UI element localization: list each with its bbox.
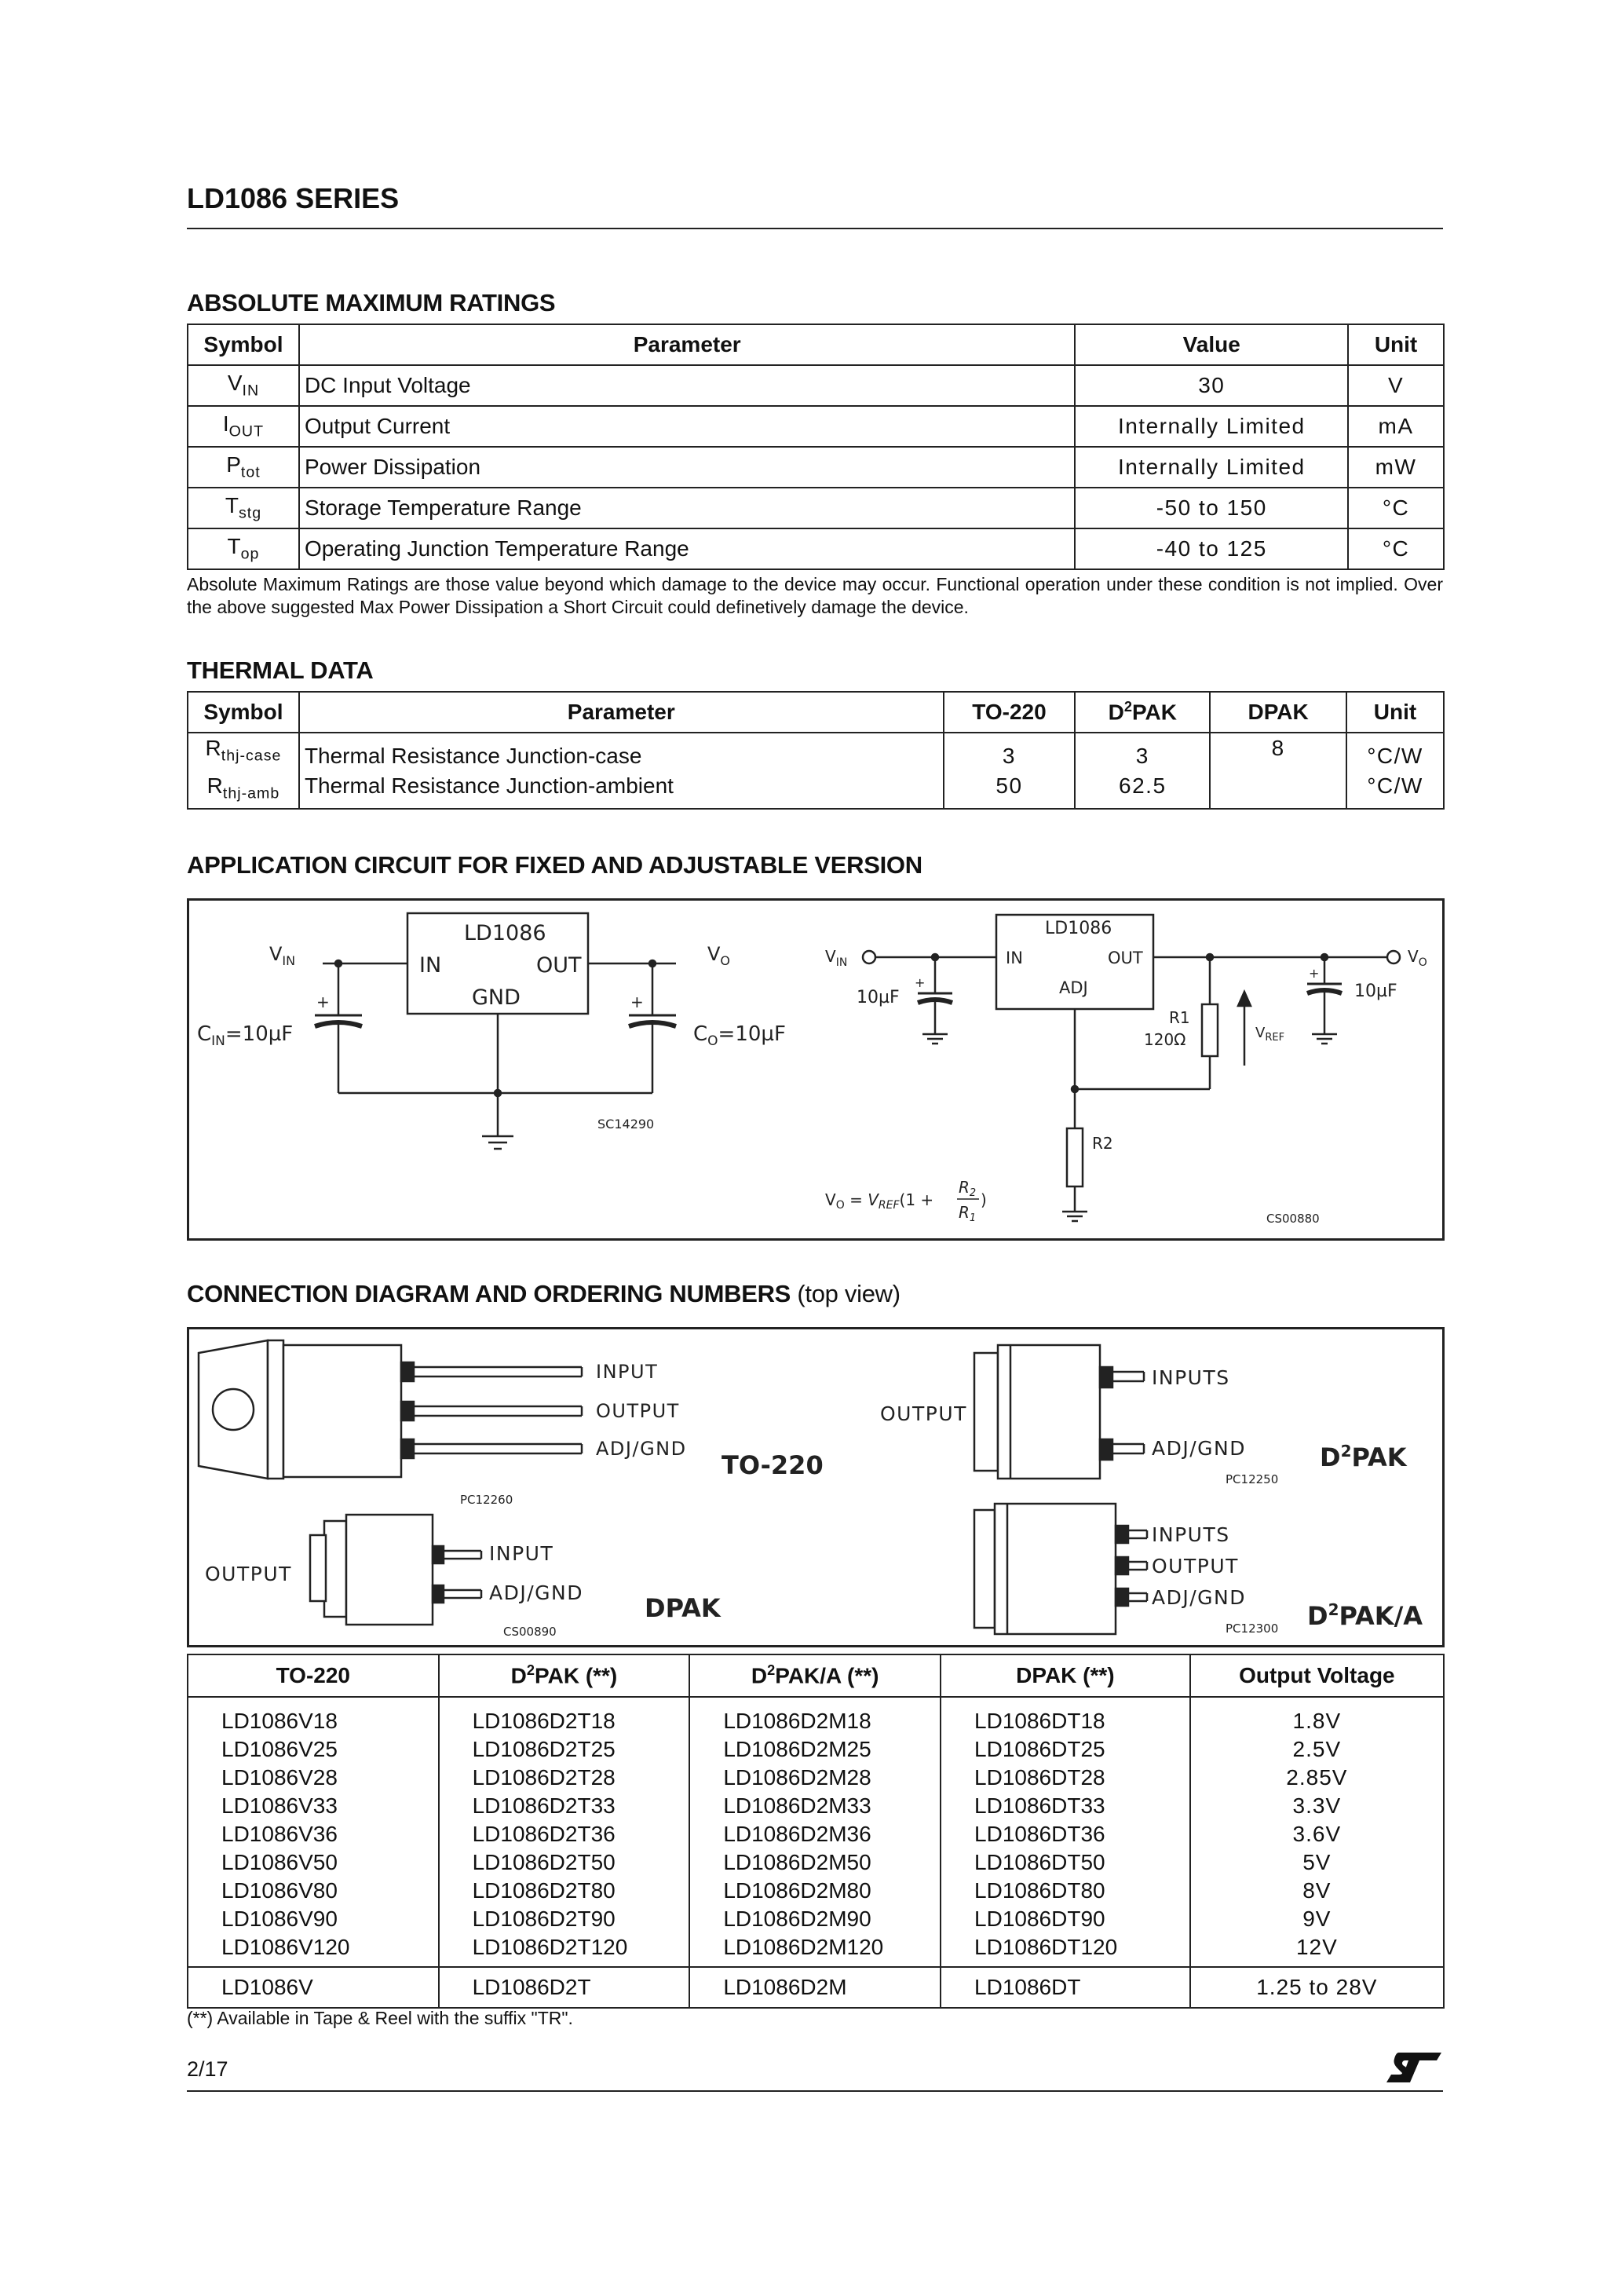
table-cell: 3.3V <box>1190 1792 1444 1820</box>
formula-text: $V_O = V_{REF}(1$ + <box>825 1190 934 1212</box>
symbol-cell: $P_{tot}$ <box>188 447 299 488</box>
table-cell: LD1086D2T25 <box>439 1735 690 1764</box>
value-cell: -50 to 150 <box>1075 488 1348 528</box>
table-cell: LD1086DT28 <box>941 1764 1190 1792</box>
table-cell: LD1086V80 <box>188 1877 439 1905</box>
d2pak-label: $D^2PAK$ <box>1320 1442 1407 1472</box>
document-title: LD1086 SERIES <box>187 182 400 214</box>
vo-label: $V_O$ <box>1408 947 1427 969</box>
vo-label: $V_O$ <box>707 943 731 968</box>
parameter-cell: Output Current <box>299 406 1076 447</box>
ic-pin-adj: ADJ <box>1059 978 1088 997</box>
value-cell: -40 to 125 <box>1075 528 1348 569</box>
header-rule <box>187 228 1443 229</box>
col-d2paka: $D^2PAK/A$ (**) <box>689 1654 941 1697</box>
table-cell: 1.8V <box>1190 1697 1444 1735</box>
col-to220: TO-220 <box>188 1654 439 1697</box>
figure-code: SC14290 <box>597 1117 655 1132</box>
arrow-up-icon <box>1238 992 1251 1006</box>
col-dpak: DPAK (**) <box>941 1654 1190 1697</box>
d2pak-cell: 3 62.5 <box>1075 733 1210 809</box>
table-cell: 8V <box>1190 1877 1444 1905</box>
pin-label: INPUT <box>489 1542 554 1565</box>
symbol-cell: $T_{op}$ <box>188 528 299 569</box>
figure-code: PC12250 <box>1226 1472 1279 1486</box>
col-d2pak: $D^2PAK$ <box>1075 692 1210 733</box>
dpak-package <box>310 1515 481 1625</box>
table-cell: LD1086DT50 <box>941 1848 1190 1877</box>
figure-code: CS00890 <box>503 1625 557 1639</box>
d2paka-label: $D^2PAK/A$ <box>1307 1600 1423 1631</box>
dpak-cell: 8 <box>1210 733 1346 809</box>
abs-max-table <box>187 324 1445 570</box>
table-cell: LD1086D2M36 <box>689 1820 941 1848</box>
col-symbol: Symbol <box>188 692 299 733</box>
table-cell: LD1086V <box>188 1967 439 2008</box>
resistor-r2 <box>1067 1128 1083 1186</box>
st-logo <box>1385 2049 1443 2084</box>
table-cell: LD1086V25 <box>188 1735 439 1764</box>
value-cell: Internally Limited <box>1075 406 1348 447</box>
vin-label: $V_{IN}$ <box>825 947 848 969</box>
connection-panel <box>187 1327 1445 1647</box>
symbol-cell: $I_{OUT}$ <box>188 406 299 447</box>
col-value: Value <box>1075 324 1348 365</box>
plus-sign: + <box>1309 966 1320 981</box>
ic-label: LD1086 <box>464 921 546 945</box>
table-row <box>188 1905 1444 1933</box>
table-cell: LD1086V50 <box>188 1848 439 1877</box>
table-header-row <box>188 692 1444 733</box>
pin-label: INPUTS <box>1152 1523 1230 1546</box>
table-cell: 1.25 to 28V <box>1190 1967 1444 2008</box>
pin-label: ADJ/GND <box>1152 1586 1246 1609</box>
col-output-voltage: Output Voltage <box>1190 1654 1444 1697</box>
symbol-cell: $R_{thj-case}$ $R_{thj-amb}$ <box>188 733 299 809</box>
table-row <box>188 1792 1444 1820</box>
table-cell: 2.5V <box>1190 1735 1444 1764</box>
value-cell: Internally Limited <box>1075 447 1348 488</box>
r2-label: R2 <box>1092 1134 1113 1153</box>
table-cell: LD1086DT <box>941 1967 1190 2008</box>
table-cell: LD1086V18 <box>188 1697 439 1735</box>
table-cell: LD1086D2M28 <box>689 1764 941 1792</box>
unit-cell: °C <box>1348 488 1444 528</box>
table-cell: LD1086DT18 <box>941 1697 1190 1735</box>
table-cell: LD1086D2T36 <box>439 1820 690 1848</box>
value-cell: 30 <box>1075 365 1348 406</box>
app-circuit-title: APPLICATION CIRCUIT FOR FIXED AND ADJUSTABLE VERSION <box>187 851 922 879</box>
ordering-table <box>187 1654 1445 2009</box>
table-cell: 5V <box>1190 1848 1444 1877</box>
table-cell: LD1086D2T90 <box>439 1905 690 1933</box>
d2paka-package <box>974 1504 1147 1634</box>
table-row-generic <box>188 1967 1444 2008</box>
table-row <box>188 1697 1444 1735</box>
table-cell: LD1086V28 <box>188 1764 439 1792</box>
table-cell: LD1086D2T18 <box>439 1697 690 1735</box>
col-parameter: Parameter <box>299 692 944 733</box>
table-row <box>188 528 1444 569</box>
pin-label: INPUT <box>596 1361 659 1383</box>
table-cell: LD1086D2T33 <box>439 1792 690 1820</box>
formula-numerator: $R_2$ <box>959 1178 977 1199</box>
figure-code: PC12300 <box>1226 1621 1279 1636</box>
col-unit: Unit <box>1346 692 1444 733</box>
col-to220: TO-220 <box>944 692 1076 733</box>
co-label: $C_O=10\mu F$ <box>693 1022 786 1049</box>
d2pak-package <box>974 1345 1144 1479</box>
thermal-table <box>187 691 1445 810</box>
table-cell: LD1086D2T80 <box>439 1877 690 1905</box>
table-cell: LD1086V36 <box>188 1820 439 1848</box>
table-cell: 3.6V <box>1190 1820 1444 1848</box>
cin-label: $C_{IN}=10\mu F$ <box>197 1022 294 1049</box>
circuit-diagram <box>189 901 1442 1238</box>
table-cell: 2.85V <box>1190 1764 1444 1792</box>
col-d2pak: $D^2PAK$ (**) <box>439 1654 690 1697</box>
table-cell: LD1086DT80 <box>941 1877 1190 1905</box>
table-cell: LD1086D2M33 <box>689 1792 941 1820</box>
pin-label: INPUTS <box>1152 1366 1230 1389</box>
terminal-icon <box>1387 951 1400 963</box>
table-header-row <box>188 1654 1444 1697</box>
table-row <box>188 1877 1444 1905</box>
ic-label: LD1086 <box>1045 919 1112 938</box>
table-cell: LD1086D2T28 <box>439 1764 690 1792</box>
package-diagrams <box>189 1329 1442 1645</box>
table-cell: LD1086V120 <box>188 1933 439 1967</box>
table-row <box>188 1764 1444 1792</box>
table-cell: 12V <box>1190 1933 1444 1967</box>
cap-value: 10µF <box>857 988 900 1007</box>
footer-rule <box>187 2090 1443 2092</box>
junction-dot <box>1072 1086 1078 1092</box>
col-unit: Unit <box>1348 324 1444 365</box>
ic-pin-in: IN <box>419 953 442 978</box>
table-row <box>188 447 1444 488</box>
page-number: 2/17 <box>187 2057 228 2081</box>
abs-max-title: ABSOLUTE MAXIMUM RATINGS <box>187 289 556 316</box>
table-cell: LD1086D2M50 <box>689 1848 941 1877</box>
vout-formula <box>825 1178 987 1224</box>
st-logo-text: ST <box>1414 2073 1416 2074</box>
resistor-r1 <box>1202 1004 1218 1056</box>
ordering-note: (**) Available in Tape & Reel with the suffix "TR". <box>187 2008 573 2028</box>
r1-label: R1 <box>1169 1008 1190 1027</box>
parameter-cell: Thermal Resistance Junction-case Thermal Resistance Junction-ambient <box>299 733 944 809</box>
table-cell: LD1086DT90 <box>941 1905 1190 1933</box>
table-row <box>188 733 1444 809</box>
symbol-cell: $V_{IN}$ <box>188 365 299 406</box>
table-row <box>188 488 1444 528</box>
pin-label: ADJ/GND <box>489 1581 583 1604</box>
unit-cell: °C/W °C/W <box>1346 733 1444 809</box>
table-row <box>188 1820 1444 1848</box>
st-logo-mark <box>1386 2053 1441 2082</box>
table-row <box>188 365 1444 406</box>
symbol-cell: $T_{stg}$ <box>188 488 299 528</box>
table-cell: LD1086DT120 <box>941 1933 1190 1967</box>
pin-label: ADJ/GND <box>596 1438 687 1460</box>
table-row <box>188 406 1444 447</box>
table-cell: LD1086D2M <box>689 1967 941 2008</box>
table-cell: LD1086D2T120 <box>439 1933 690 1967</box>
pin-label: ADJ/GND <box>1152 1437 1246 1460</box>
table-cell: LD1086D2T50 <box>439 1848 690 1877</box>
table-row <box>188 1735 1444 1764</box>
to220-package <box>199 1340 582 1479</box>
table-cell: LD1086DT36 <box>941 1820 1190 1848</box>
table-cell: LD1086D2M120 <box>689 1933 941 1967</box>
parameter-cell: DC Input Voltage <box>299 365 1076 406</box>
table-row <box>188 1933 1444 1967</box>
parameter-cell: Operating Junction Temperature Range <box>299 528 1076 569</box>
plus-sign: + <box>316 993 330 1011</box>
vref-label: $V_{REF}$ <box>1255 1025 1285 1044</box>
parameter-cell: Power Dissipation <box>299 447 1076 488</box>
to220-label: TO-220 <box>721 1450 824 1480</box>
connection-title: CONNECTION DIAGRAM AND ORDERING NUMBERS (top view) <box>187 1280 901 1307</box>
formula-denominator: $R_1$ <box>959 1203 977 1224</box>
vin-label: $V_{IN}$ <box>269 943 296 968</box>
unit-cell: °C <box>1348 528 1444 569</box>
table-row <box>188 1848 1444 1877</box>
table-cell: LD1086V90 <box>188 1905 439 1933</box>
terminal-icon <box>863 951 875 963</box>
tab-label: OUTPUT <box>205 1563 292 1585</box>
unit-cell: mA <box>1348 406 1444 447</box>
thermal-title: THERMAL DATA <box>187 656 374 684</box>
table-cell: LD1086DT33 <box>941 1792 1190 1820</box>
pin-label: OUTPUT <box>1152 1555 1239 1578</box>
table-cell: LD1086D2M18 <box>689 1697 941 1735</box>
pin-label: OUTPUT <box>596 1400 680 1422</box>
table-cell: LD1086D2M90 <box>689 1905 941 1933</box>
table-cell: LD1086V33 <box>188 1792 439 1820</box>
parameter-cell: Storage Temperature Range <box>299 488 1076 528</box>
ic-pin-out: OUT <box>1108 949 1143 967</box>
table-cell: 9V <box>1190 1905 1444 1933</box>
unit-cell: mW <box>1348 447 1444 488</box>
plus-sign: + <box>915 975 926 990</box>
ic-pin-gnd: GND <box>472 985 521 1010</box>
ic-pin-in: IN <box>1006 949 1023 967</box>
figure-code: PC12260 <box>460 1493 513 1507</box>
plus-sign: + <box>630 993 644 1011</box>
table-cell: LD1086DT25 <box>941 1735 1190 1764</box>
unit-cell: V <box>1348 365 1444 406</box>
abs-max-note: Absolute Maximum Ratings are those value beyond which damage to the device may occur. Functional operation under these condition is not implied. Over the above suggested Max Power Dissipation a Short Circuit could definetively damage the device. <box>187 574 1443 617</box>
col-parameter: Parameter <box>299 324 1076 365</box>
formula-close: ) <box>981 1190 987 1209</box>
figure-code: CS00880 <box>1266 1212 1320 1226</box>
junction-dot <box>495 1090 501 1096</box>
ordering-body <box>188 1697 1444 1967</box>
col-symbol: Symbol <box>188 324 299 365</box>
r1-value: 120Ω <box>1144 1030 1186 1049</box>
table-cell: LD1086D2M25 <box>689 1735 941 1764</box>
dpak-label: DPAK <box>645 1593 721 1623</box>
app-circuit-panel <box>187 898 1445 1241</box>
cap-value: 10µF <box>1354 982 1397 1001</box>
col-dpak: DPAK <box>1210 692 1346 733</box>
to220-cell: 3 50 <box>944 733 1076 809</box>
table-header-row <box>188 324 1444 365</box>
table-cell: LD1086D2T <box>439 1967 690 2008</box>
ic-pin-out: OUT <box>536 953 582 978</box>
table-cell: LD1086D2M80 <box>689 1877 941 1905</box>
tab-label: OUTPUT <box>880 1402 967 1425</box>
